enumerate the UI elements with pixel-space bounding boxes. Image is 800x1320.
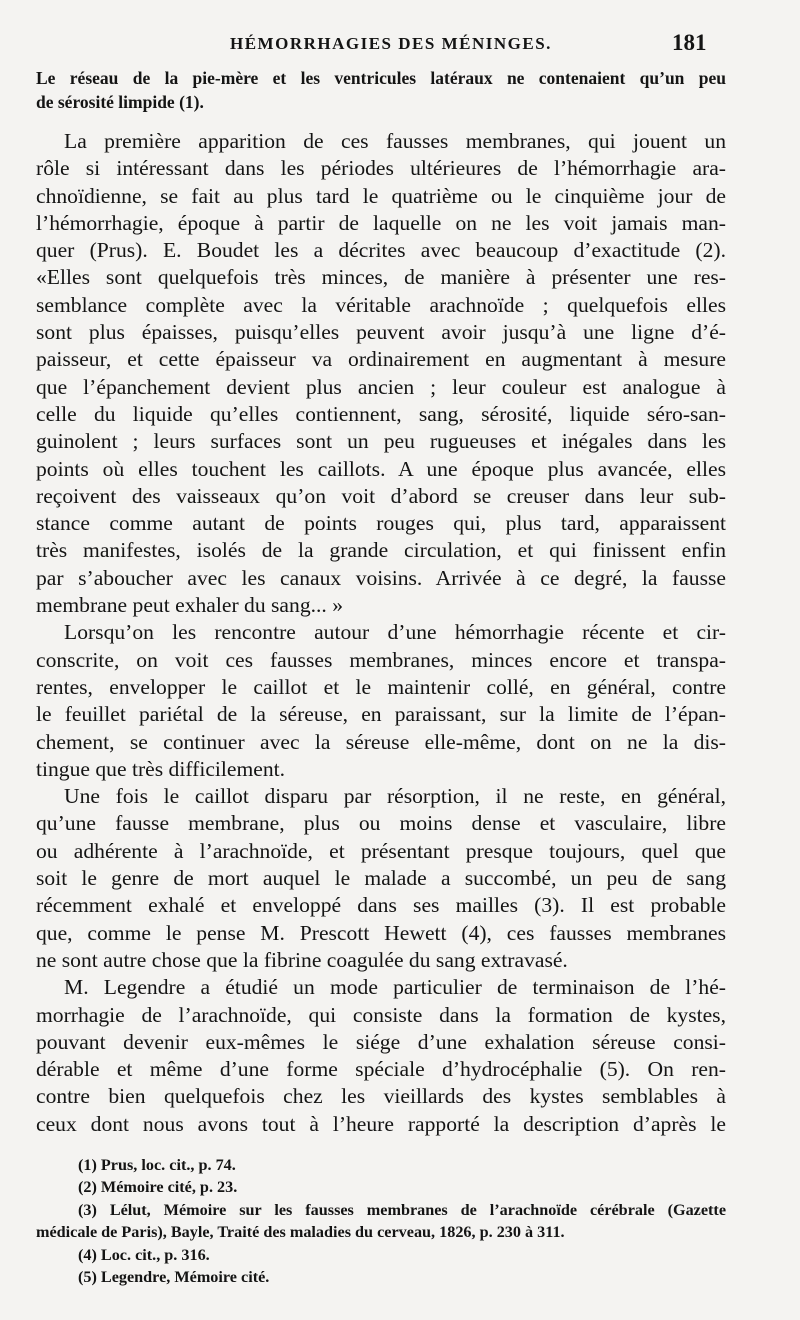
text-line: stance comme autant de points rouges qui, plus tard, apparaissent [36,511,726,536]
text-line: La première apparition de ces fausses membranes, qui jouent un [64,129,726,153]
text-line: M. Legendre a étudié un mode particulier de terminaison de l’hé- [64,975,726,1000]
text-line: quer (Prus). E. Boudet les a décrites avec beaucoup d’exactitude (2). [36,238,726,263]
running-head: HÉMORRHAGIES DES MÉNINGES. [230,34,552,53]
text-line: sont plus épaisses, puisqu’elles peuvent avoir jusqu’à une ligne d’é- [36,320,726,345]
text-line: l’hémorrhagie, époque à partir de laquelle on ne les voit jamais man- [36,210,726,235]
text-line: Le réseau de la pie-mère et les ventricules latéraux ne contenaient qu’un peu [36,68,726,88]
page-number: 181 [672,30,707,55]
footnote: (3) Lélut, Mémoire sur les fausses membranes de l’arachnoïde cérébrale (Gazette [78,1200,726,1219]
text-line: reçoivent des vaisseaux qu’on voit d’abord se creuser dans leur sub- [36,483,726,508]
text-line: conscrite, on voit ces fausses membranes, minces encore et transpa- [36,647,726,672]
footnote: (4) Loc. cit., p. 316. [78,1245,210,1264]
text-line: guinolent ; leurs surfaces sont un peu rugueuses et inégales dans les [36,429,726,454]
text-line: de sérosité limpide (1). [36,92,204,112]
text-line: chnoïdienne, se fait au plus tard le quatrième ou le cinquième jour de [36,183,726,208]
page-header [0,30,800,58]
text-line: points où elles touchent les caillots. A une époque plus avancée, elles [36,456,726,481]
text-line: soit le genre de mort auquel le malade a succombé, un peu de sang [36,866,726,891]
footnote: (2) Mémoire cité, p. 23. [78,1178,238,1197]
paragraph [36,974,726,1138]
text-line: ceux dont nous avons tout à l’heure rapporté la description d’après le [36,1111,726,1136]
text-line: ne sont autre chose que la fibrine coagulée du sang extravasé. [36,947,568,972]
paragraph [36,66,726,114]
text-line: membrane peut exhaler du sang... » [36,593,344,618]
footnote: (5) Legendre, Mémoire cité. [78,1267,270,1286]
text-line: contre bien quelquefois chez les vieillards des kystes semblables à [36,1084,726,1109]
text-line: Une fois le caillot disparu par résorption, il ne reste, en général, [64,784,726,809]
text-line: par s’aboucher avec les canaux voisins. Arrivée à ce degré, la fausse [36,565,726,590]
text-line: le feuillet pariétal de la séreuse, en paraissant, sur la limite de l’épan- [36,702,726,727]
text-line: récemment exhalé et enveloppé dans ses mailles (3). Il est probable [36,893,726,918]
body-text [36,66,726,1138]
paragraph [36,783,726,974]
text-line: ou adhérente à l’arachnoïde, et présentant presque toujours, quel que [36,838,726,863]
text-line: très manifestes, isolés de la grande circulation, et qui finissent enfin [36,538,726,563]
text-line: tingue que très difficilement. [36,756,286,781]
text-line: rentes, envelopper le caillot et le maintenir collé, en général, contre [36,674,726,699]
text-line: «Elles sont quelquefois très minces, de manière à présenter une res- [36,265,726,290]
footnote: (1) Prus, loc. cit., p. 74. [78,1156,236,1174]
text-line: Lorsqu’on les rencontre autour d’une hémorrhagie récente et cir- [64,620,726,645]
text-line: morrhagie de l’arachnoïde, qui consiste dans la formation de kystes, [36,1002,726,1027]
footnotes [36,1154,726,1288]
footnote: médicale de Paris), Bayle, Traité des maladies du cerveau, 1826, p. 230 à 311. [36,1223,565,1242]
text-line: que l’épanchement devient plus ancien ; leur couleur est analogue à [36,374,726,399]
text-line: pouvant devenir eux-mêmes le siége d’une exhalation séreuse consi- [36,1029,726,1054]
text-line: rôle si intéressant dans les périodes ultérieures de l’hémorrhagie ara- [36,156,726,181]
text-line: semblance complète avec la véritable arachnoïde ; quelquefois elles [36,292,726,317]
paragraph [36,128,726,619]
text-line: qu’une fausse membrane, plus ou moins dense et vasculaire, libre [36,811,726,836]
text-line: dérable et même d’une forme spéciale d’hydrocéphalie (5). On ren- [36,1057,726,1082]
text-line: paisseur, et cette épaisseur va ordinairement en augmentant à mesure [36,347,726,372]
text-line: celle du liquide qu’elles contiennent, sang, sérosité, liquide séro-san- [36,401,726,426]
paragraph [36,619,726,783]
text-line: chement, se continuer avec la séreuse elle-même, dont on ne la dis- [36,729,726,754]
text-line: que, comme le pense M. Prescott Hewett (4), ces fausses membranes [36,920,726,945]
